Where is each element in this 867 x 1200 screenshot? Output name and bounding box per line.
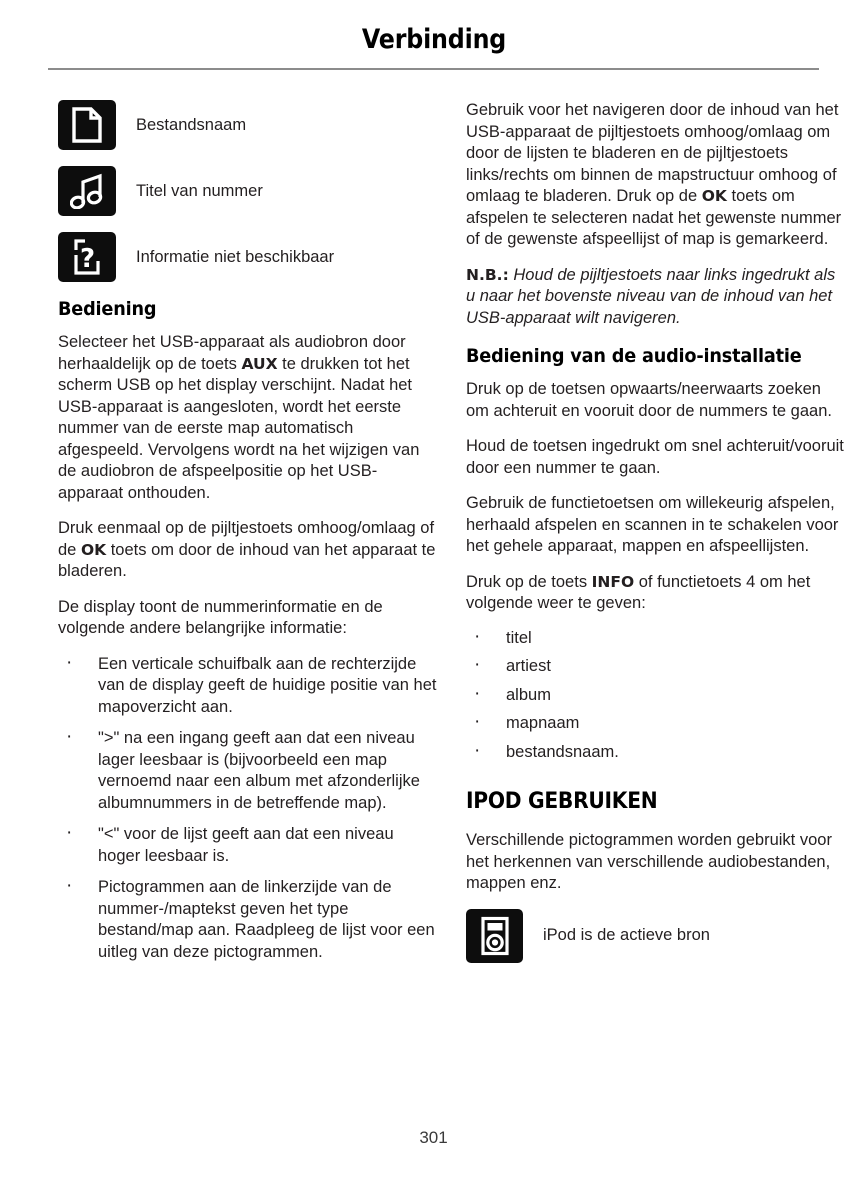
list-item: · album — [466, 685, 846, 707]
paragraph-usb-selectie — [58, 332, 438, 504]
header-divider — [48, 68, 819, 70]
paragraph-navigeren — [466, 100, 846, 251]
heading-ipod-gebruiken: IPOD GEBRUIKEN — [466, 789, 658, 814]
document-question-icon — [58, 232, 116, 282]
legend-label: iPod is de actieve bron — [543, 926, 710, 944]
right-column — [466, 100, 846, 979]
keyword-ok: OK — [701, 187, 727, 205]
keyword-aux: AUX — [241, 354, 278, 373]
keyword-ok: OK — [80, 540, 107, 559]
text-part: te drukken tot het scherm USB op het display verschijnt. Nadat het USB-apparaat is aangesloten, wordt het eerste nummer van de eerste map automatisch afgespeeld. Vervolgens wordt na het wijzigen van de audiobron de afspeelpositie op het USB-apparaat onthouden. — [58, 354, 420, 502]
text-part: Druk op de toets — [466, 572, 592, 591]
text-part: Gebruik voor het navigeren door de inhoud van het USB-apparaat de pijltjestoets omhoog/omlaag om door de lijsten te bladeren en de pijltjestoets links/rechts om binnen de mapstructuur omhoog of omlaag te bladeren. Druk op de — [466, 101, 839, 205]
list-item: · "<" voor de lijst geeft aan dat een niveau hoger leesbaar is. — [58, 824, 438, 867]
page-number: 301 — [419, 1128, 448, 1147]
keyword-info: INFO — [591, 572, 635, 591]
list-item: · titel — [466, 628, 846, 650]
legend-label: Bestandsnaam — [136, 115, 247, 134]
paragraph-zoeken: Druk op de toetsen opwaarts/neerwaarts zoeken om achteruit en vooruit door de nummers te gaan. — [466, 380, 832, 420]
page-header — [0, 24, 867, 55]
heading-bediening: Bediening — [58, 298, 157, 320]
list-item: · artiest — [466, 656, 846, 678]
legend-row-ipod — [466, 909, 846, 963]
text-part: toets om afspelen te selecteren nadat het gewenste nummer of de gewenste afspeellijst of map is gemarkeerd. — [466, 187, 842, 248]
display-info-list — [58, 654, 438, 964]
text-part: Druk eenmaal op de pijltjestoets omhoog/omlaag of de — [58, 519, 435, 559]
text-part: Selecteer het USB-apparaat als audiobron door herhaaldelijk op de toets — [58, 333, 406, 373]
note-text: Houd de pijltjestoets naar links ingedrukt als u naar het bovenste niveau van de inhoud van het USB-apparaat wilt navigeren. — [466, 265, 836, 327]
note-label: N.B.: — [466, 265, 509, 284]
text-part: of functietoets 4 om het volgende weer te geven: — [466, 572, 811, 612]
paragraph-bladeren — [58, 518, 438, 583]
text-part: toets om door de inhoud van het apparaat te bladeren. — [58, 540, 436, 580]
legend-row-bestandsnaam — [58, 100, 438, 150]
list-item: · mapnaam — [466, 713, 846, 735]
ipod-icon — [466, 909, 523, 963]
list-item: · ">" na een ingang geeft aan dat een niveau lager leesbaar is (bijvoorbeeld een map vernoemd naar een album met afzonderlijke albumnummers in de betreffende map). — [58, 728, 438, 814]
list-item: · bestandsnaam. — [466, 742, 846, 764]
paragraph-info-toets — [466, 572, 846, 615]
paragraph-snel-spoelen: Houd de toetsen ingedrukt om snel achteruit/vooruit door een nummer te gaan. — [466, 437, 844, 477]
paragraph-functietoetsen: Gebruik de functietoetsen om willekeurig afspelen, herhaald afspelen en scannen in te schakelen voor het gehele apparaat, mappen en afspeellijsten. — [466, 494, 839, 555]
heading-bediening-audio: Bediening van de audio-installatie — [466, 345, 802, 367]
paragraph-pictogrammen: Verschillende pictogrammen worden gebruikt voor het herkennen van verschillende audiobestanden, mappen enz. — [466, 831, 832, 892]
svg-text:?: ? — [79, 244, 96, 274]
legend-label: Titel van nummer — [136, 181, 263, 200]
left-column — [58, 100, 438, 973]
document-icon — [58, 100, 116, 150]
legend-row-titel-van-nummer — [58, 166, 438, 216]
page-title: Verbinding — [361, 24, 506, 55]
list-item: · Pictogrammen aan de linkerzijde van de nummer-/maptekst geven het type bestand/map aan. Raadpleeg de lijst voor een uitleg van deze pictogrammen. — [58, 877, 438, 963]
legend-row-informatie-niet-beschikbaar — [58, 232, 438, 282]
note-block — [466, 265, 846, 330]
paragraph-display-info: De display toont de nummerinformatie en de volgende andere belangrijke informatie: — [58, 597, 383, 637]
music-note-icon — [58, 166, 116, 216]
info-display-list — [466, 628, 846, 764]
legend-label: Informatie niet beschikbaar — [136, 247, 335, 266]
list-item: · Een verticale schuifbalk aan de rechterzijde van de display geeft de huidige positie van het mapoverzicht aan. — [58, 654, 438, 719]
